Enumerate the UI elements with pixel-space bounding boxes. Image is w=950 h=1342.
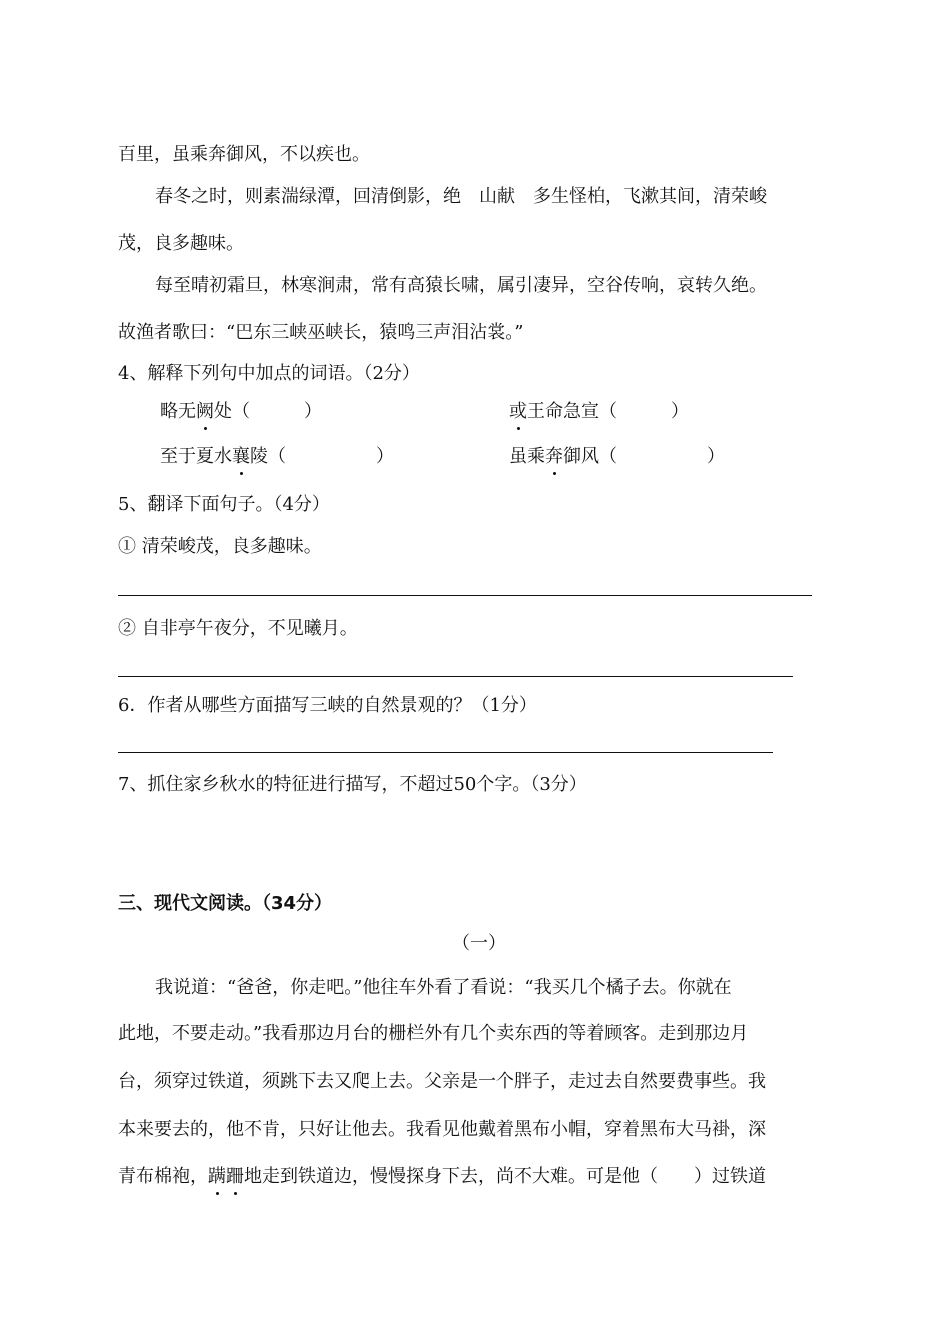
q4-item (509, 445, 725, 469)
reading-paragraph-line: 此地，不要走动。”我看那边月台的栅栏外有几个卖东西的等着顾客。走到那边月 (118, 1023, 749, 1044)
reading-paragraph-line: 我说道：“爸爸，你走吧。”他往车外看了看说：“我买几个橘子去。你就在 (155, 977, 732, 998)
q4-item-post: 陵（ ） (250, 446, 394, 467)
section-heading: 三、现代文阅读。（34分） (118, 893, 333, 914)
passage-line: 百里，虽乘奔御风，不以疾也。 (118, 144, 370, 165)
emphasis-dotted-char: 蹒 (208, 1166, 226, 1187)
answer-line[interactable] (118, 595, 812, 596)
subsection-label: （一） (452, 933, 506, 954)
question-6-title: 6．作者从哪些方面描写三峡的自然景观的？（1分） (118, 695, 537, 716)
reading-text: 地走到铁道边，慢慢探身下去，尚不大难。可是他（ ）过铁道 (244, 1166, 766, 1187)
question-7-title: 7、抓住家乡秋水的特征进行描写，不超过50个字。（3分） (118, 774, 587, 795)
question-4-title: 4、解释下列句中加点的词语。（2分） (118, 363, 420, 384)
q4-item-pre: 虽乘 (509, 446, 545, 467)
q4-item-post: 王命急宣（ ） (527, 401, 689, 422)
reading-text: 青布棉袍， (118, 1166, 208, 1187)
passage-line: 故渔者歌曰：“巴东三峡巫峡长，猿鸣三声泪沾裳。” (118, 322, 524, 343)
passage-line: 每至晴初霜旦，林寒涧肃，常有高猿长啸，属引凄异，空谷传响，哀转久绝。 (155, 275, 767, 296)
q4-item (160, 400, 322, 424)
reading-paragraph-line (118, 1165, 766, 1189)
answer-line[interactable] (118, 752, 773, 753)
q5-sentence-2: ② 自非亭午夜分，不见曦月。 (118, 618, 358, 639)
passage-line: 茂，良多趣味。 (118, 233, 244, 254)
q4-item-post: 处（ ） (214, 401, 322, 422)
q5-sentence-1: ① 清荣峻茂，良多趣味。 (118, 536, 322, 557)
emphasis-dotted-char: 襄 (232, 446, 250, 467)
q4-item-post: 御风（ ） (563, 446, 725, 467)
emphasis-dotted-char: 阙 (196, 401, 214, 422)
q4-item (509, 400, 689, 424)
passage-line: 春冬之时，则素湍绿潭，回清倒影，绝 山献 多生怪柏，飞漱其间，清荣峻 (155, 186, 767, 207)
q4-item-pre: 略无 (160, 401, 196, 422)
question-5-title: 5、翻译下面句子。（4分） (118, 494, 330, 515)
emphasis-dotted-char: 奔 (545, 446, 563, 467)
q4-item (160, 445, 394, 469)
emphasis-dotted-char: 或 (509, 401, 527, 422)
reading-paragraph-line: 台，须穿过铁道，须跳下去又爬上去。父亲是一个胖子，走过去自然要费事些。我 (118, 1071, 766, 1092)
reading-paragraph-line: 本来要去的，他不肯，只好让他去。我看见他戴着黑布小帽，穿着黑布大马褂，深 (118, 1119, 766, 1140)
q4-item-pre: 至于夏水 (160, 446, 232, 467)
answer-line[interactable] (118, 676, 793, 677)
emphasis-dotted-char: 跚 (226, 1166, 244, 1187)
